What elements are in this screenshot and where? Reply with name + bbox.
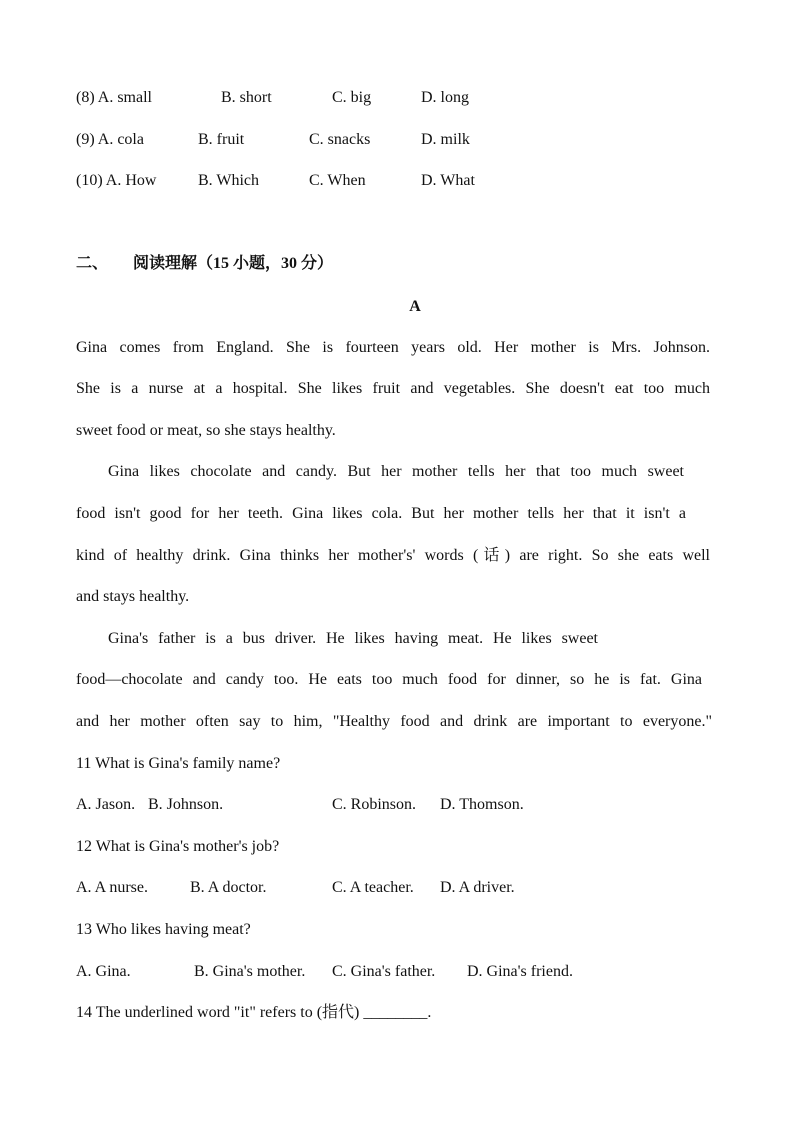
option-9c: C. snacks [309,131,371,148]
option-8b: B. short [221,89,272,106]
option-13d: D. Gina's friend. [467,963,573,980]
option-11c: C. Robinson. [332,796,417,813]
option-13a: A. Gina. [76,963,131,980]
passage-line: sweet food or meat, so she stays healthy. [76,422,336,439]
passage-line: Gina's father is a bus driver. He likes having meat. He likes sweet [108,630,598,647]
option-8a: (8) A. small [76,89,152,106]
passage-line: Gina comes from England. She is fourteen years old. Her mother is Mrs. Johnson. [76,339,710,356]
option-8c: C. big [332,89,372,106]
option-12c: C. A teacher. [332,879,414,896]
option-11d: D. Thomson. [440,796,524,813]
passage-line: food isn't good for her teeth. Gina likes cola. But her mother tells her that it isn't a [76,505,686,522]
option-10b: B. Which [198,172,260,189]
question-13: 13 Who likes having meat? [76,921,251,938]
passage-line: and stays healthy. [76,588,190,605]
passage-label: A [409,298,421,315]
passage-line: She is a nurse at a hospital. She likes fruit and vegetables. She doesn't eat too much [76,380,710,397]
passage-line: food—chocolate and candy too. He eats too much food for dinner, so he is fat. Gina [76,671,702,688]
option-10d: D. What [421,172,475,189]
option-8d: D. long [421,89,469,106]
option-12b: B. A doctor. [190,879,267,896]
option-13b: B. Gina's mother. [194,963,306,980]
option-11a: A. Jason. [76,796,136,813]
passage-line: and her mother often say to him, "Healthy food and drink are important to everyone." [76,713,712,730]
option-9d: D. milk [421,131,470,148]
option-10a: (10) A. How [76,172,157,189]
option-12d: D. A driver. [440,879,515,896]
option-12a: A. A nurse. [76,879,148,896]
question-12: 12 What is Gina's mother's job? [76,838,280,855]
option-9a: (9) A. cola [76,131,144,148]
section-number: 二、 [76,255,109,272]
option-10c: C. When [309,172,366,189]
option-13c: C. Gina's father. [332,963,436,980]
passage-line: kind of healthy drink. Gina thinks her mother's' words (话) are right. So she eats well [76,547,711,564]
question-14: 14 The underlined word "it" refers to (指代) ________. [76,1004,432,1021]
section-title: 阅读理解（15 小题，30 分） [133,255,334,272]
question-11: 11 What is Gina's family name? [76,755,281,772]
passage-line: Gina likes chocolate and candy. But her mother tells her that too much sweet [108,463,684,480]
option-11b: B. Johnson. [148,796,224,813]
option-9b: B. fruit [198,131,245,148]
